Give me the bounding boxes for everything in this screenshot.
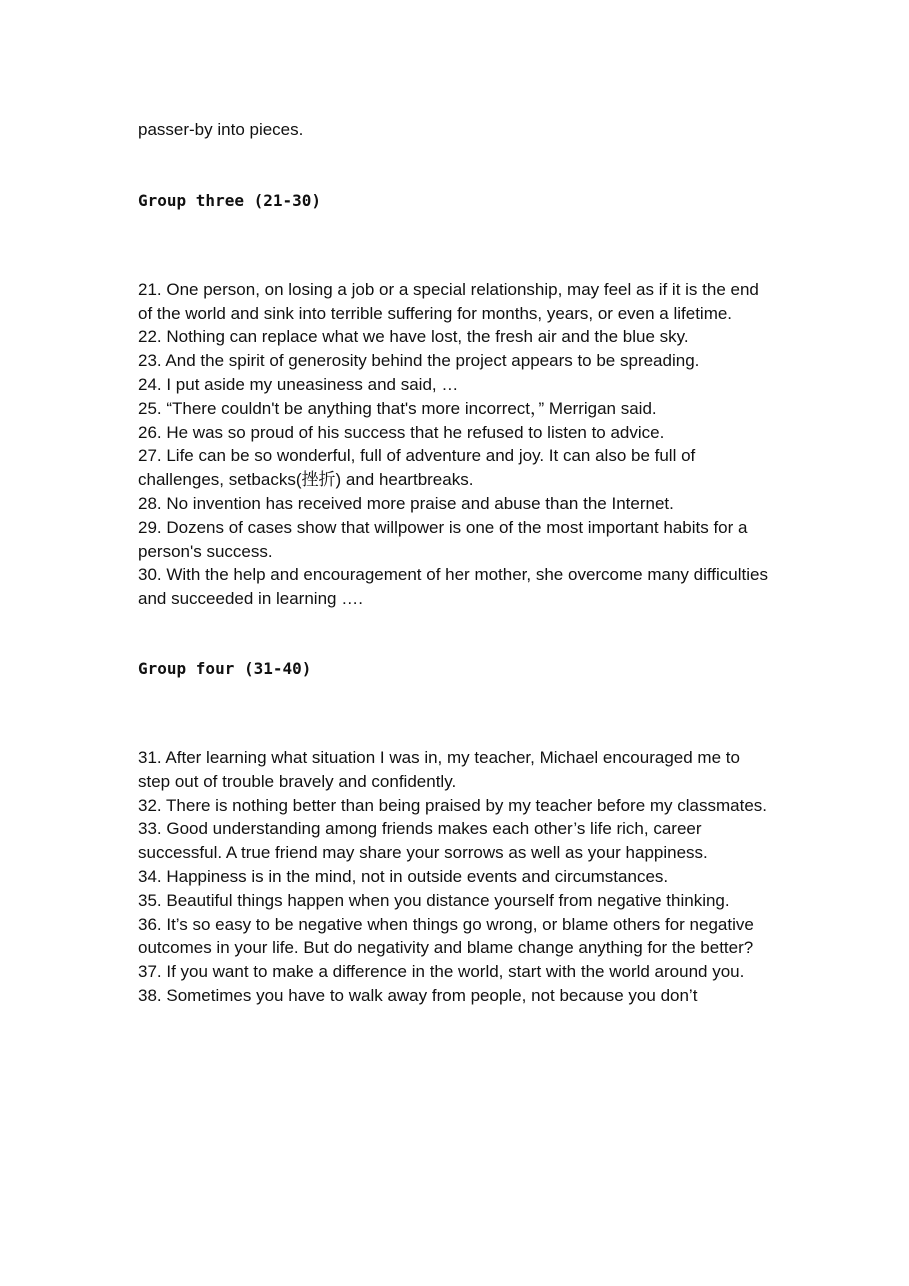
- list-item: 30. With the help and encouragement of her mother, she overcome many difficulties and succeeded in learning ….: [138, 565, 768, 609]
- list-item: 38. Sometimes you have to walk away from people, not because you don’t: [138, 985, 698, 1005]
- list-item: 31. After learning what situation I was in, my teacher, Michael encouraged me to step out of trouble bravely and confidently.: [138, 747, 740, 791]
- list-item: 24. I put aside my uneasiness and said, …: [138, 374, 459, 394]
- list-item: 29. Dozens of cases show that willpower is one of the most important habits for a person's success.: [138, 517, 748, 561]
- list-item: 26. He was so proud of his success that he refused to listen to advice.: [138, 422, 665, 442]
- list-item: 35. Beautiful things happen when you distance yourself from negative thinking.: [138, 890, 730, 910]
- list-item: 34. Happiness is in the mind, not in outside events and circumstances.: [138, 866, 669, 886]
- group-three-heading: Group three (21-30): [138, 190, 322, 210]
- group-four-heading: Group four (31-40): [138, 658, 312, 678]
- list-item: 25. “There couldn't be anything that's more incorrect，” Merrigan said.: [138, 398, 657, 418]
- intro-fragment: passer-by into pieces.: [138, 120, 304, 139]
- list-item: 33. Good understanding among friends makes each other’s life rich, career successful. A true friend may share your sorrows as well as your happiness.: [138, 819, 708, 863]
- list-item: 23. And the spirit of generosity behind the project appears to be spreading.: [138, 351, 700, 371]
- list-item: 28. No invention has received more praise and abuse than the Internet.: [138, 493, 674, 513]
- group-four-list: [138, 746, 770, 1008]
- list-item: 27. Life can be so wonderful, full of adventure and joy. It can also be full of challenges, setbacks(挫折) and heartbreaks.: [138, 446, 696, 490]
- document-body: [138, 118, 770, 1008]
- list-item: 32. There is nothing better than being praised by my teacher before my classmates.: [138, 795, 768, 815]
- list-item: 36. It’s so easy to be negative when things go wrong, or blame others for negative outcomes in your life. But do negativity and blame change anything for the better?: [138, 914, 754, 958]
- list-item: 21. One person, on losing a job or a special relationship, may feel as if it is the end of the world and sink into terrible suffering for months, years, or even a lifetime.: [138, 279, 759, 323]
- list-item: 22. Nothing can replace what we have lost, the fresh air and the blue sky.: [138, 327, 689, 347]
- list-item: 37. If you want to make a difference in the world, start with the world around you.: [138, 962, 745, 982]
- group-three-list: [138, 278, 770, 611]
